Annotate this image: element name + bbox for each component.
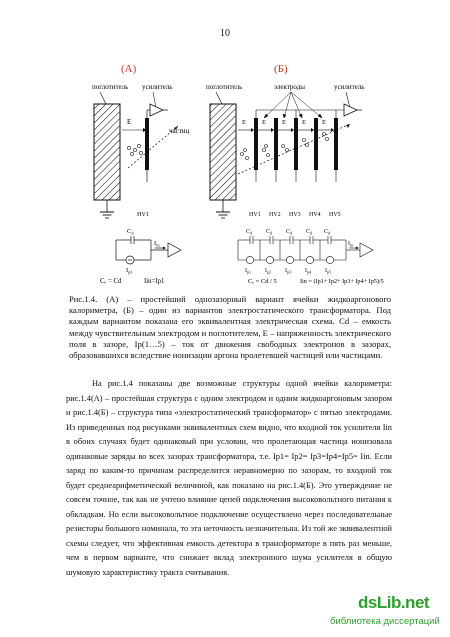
panel-a-amplifier <box>150 104 163 116</box>
panel-b-electrode-1 <box>254 118 258 170</box>
panel-a-electrode <box>145 118 149 170</box>
panel-b-ip-label-1: $I_{p1}$ <box>245 268 251 275</box>
panel-b-hv-label-3: HV3 <box>289 212 301 218</box>
panel-b-electrodes-label: электроды <box>274 83 305 91</box>
panel-b-hv-label-5: HV5 <box>329 212 341 218</box>
panel-a-ip-label: $I_{p1}$ <box>126 267 133 275</box>
panel-b-hv-label-1: HV1 <box>249 212 261 218</box>
panel-a <box>92 63 190 285</box>
panel-b-electrode-5 <box>334 118 338 170</box>
panel-a-formula-ce: Cₑ = Cd <box>100 278 122 285</box>
panel-b-hv-label-2: HV2 <box>269 212 281 218</box>
panel-b-field-label-5: E <box>322 119 326 126</box>
panel-b-absorber-label: поглотитель <box>206 83 243 91</box>
panel-b-ip-label-5: $I_{p5}$ <box>325 268 331 275</box>
body-paragraph: На рис.1.4 показаны две возможные структуры одной ячейки калориметра: рис.1.4(А) – простейшая структура с одним электродом и одним жидкоаргоновым зазором и рис.1.4(Б) – структура типа «электростатический трансформатор» с пятью электродами. Из приведенных под рисунками эквивалентных схем видно, что входной ток усилителя Iin в обоих случаях будет одинаковый при условии, что пролетающая частица ионизовала одинаковые заряды во всех зазорах трансформатора, т.е. Ip1= Ip2= Ip3=Ip4=Ip5= Iin. Если заряд по каким-то причинам распределится неравномерно по зазорам, то входной ток будет среднеарифметической величиной, как показано на рис.1.4(Б). Это утверждение не совсем точное, так как не учтено влияние цепей подключения высоковольтного питания к обкладкам. Но если высоковольтное подключение осуществлено через последовательные резисторы большого номинала, то эта неточность незначительна. Из той же эквивалентной схемы следует, что эффективная емкость детектора в трансформаторе в пять раз меньше, чем в первом варианте, что снижает вклад электронного шума усилителя в общую шумовую характеристику тракта считывания. <box>66 379 392 577</box>
panel-a-cd-label: $C_d$ <box>127 228 134 236</box>
panel-b-electrode-4 <box>314 118 318 170</box>
panel-a-absorber <box>94 104 120 200</box>
panel-b-electrode-2 <box>274 118 278 170</box>
panel-b-iin-label: $I_{in}$ <box>348 241 354 248</box>
panel-b-cd-label-2: $C_d$ <box>266 229 273 236</box>
watermark-subtitle: библиотека диссертаций <box>330 616 440 627</box>
panel-b-field-label-4: E <box>302 119 306 126</box>
watermark <box>330 593 448 633</box>
panel-b-ip-label-3: $I_{p3}$ <box>285 268 291 275</box>
panel-a-formula-iin: Iin=Ip1 <box>144 278 165 285</box>
panel-b-label: (Б) <box>274 63 288 75</box>
panel-b-cd-label-1: $C_d$ <box>246 229 253 236</box>
panel-a-iin-label: $I_{in}$ <box>154 240 160 248</box>
panel-b-field-label-2: E <box>262 119 266 126</box>
panel-b-cd-label-3: $C_d$ <box>286 229 293 236</box>
panel-b-amplifier <box>344 104 357 116</box>
panel-a-field-label: E <box>127 118 132 126</box>
panel-b-field-label-1: E <box>242 119 246 126</box>
panel-a-equivalent-circuit <box>116 236 181 264</box>
panel-b-field-label-3: E <box>282 119 286 126</box>
panel-a-amplifier-label: усилитель <box>142 83 173 91</box>
panel-b-absorber <box>210 104 236 200</box>
figure-1-4 <box>88 58 388 288</box>
watermark-logo: dsLib.net <box>358 593 430 612</box>
panel-b-cd-label-5: $C_d$ <box>324 229 331 236</box>
panel-b-electrode-3 <box>294 118 298 170</box>
page-number: 10 <box>220 28 230 39</box>
panel-b-ip-label-4: $I_{p4}$ <box>305 268 311 275</box>
panel-a-particles-label: частиц <box>169 127 190 135</box>
panel-b-amplifier-label: усилитель <box>334 83 365 91</box>
panel-b-formula-iin: Iin = (Ip1+ Ip2+ Ip3+ Ip4+ Ip5)/5 <box>300 278 384 285</box>
panel-b-equivalent-circuit <box>238 236 373 264</box>
panel-b-cd-label-4: $C_d$ <box>306 229 313 236</box>
panel-b-hv-label-4: HV4 <box>309 212 321 218</box>
panel-a-absorber-label: поглотитель <box>92 83 129 91</box>
panel-b <box>206 63 384 285</box>
figure-caption: Рис.1.4. (А) – простейший однозазорный вариант ячейки жидкоаргонового калориметра, (Б) – один из вариантов электростатического трансформатора. Под каждым вариантом показана его эквивалентная электрическая схема. Cd – емкость между чувствительным электродом и поглотителем, Е – напряженность электрического поля в зазоре, Ip(1…5) – ток от движения свободных электронов в зазорах, образовавшихся вследствие ионизации аргона пролетевшей частицей или частицами. <box>69 294 391 361</box>
body-text <box>66 377 392 580</box>
panel-a-hv-label: HV1 <box>137 211 150 218</box>
panel-b-ip-label-2: $I_{p2}$ <box>265 268 271 275</box>
panel-b-formula-ce: Cₑ = Cd / 5 <box>248 278 277 285</box>
panel-a-label: (А) <box>121 63 137 75</box>
